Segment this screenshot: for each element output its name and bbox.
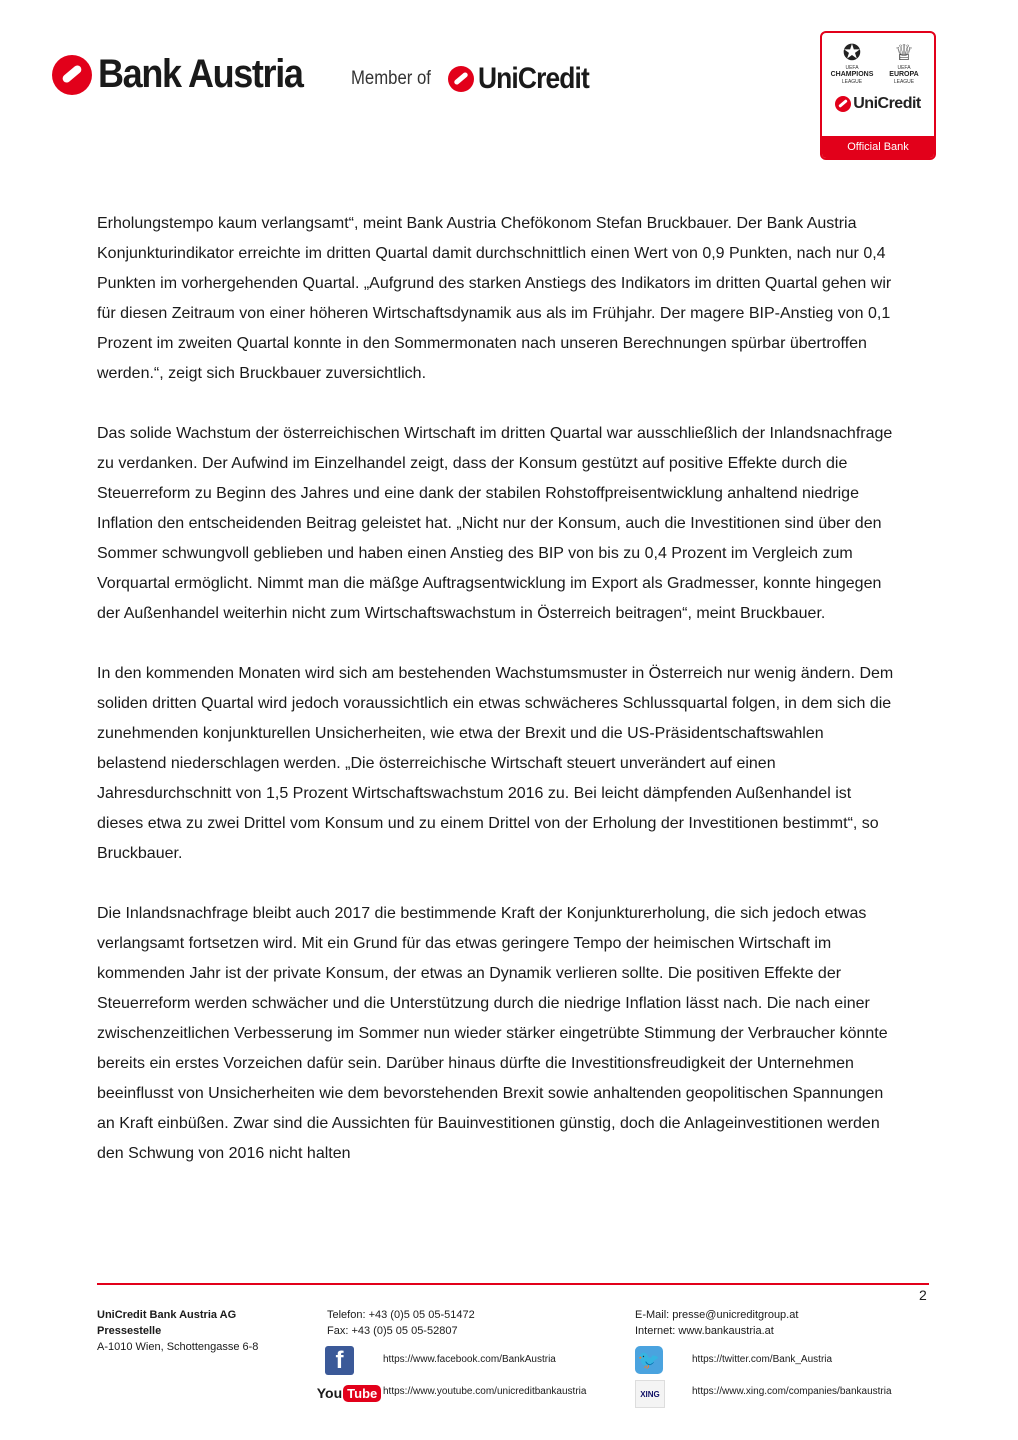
group-name: UniCredit bbox=[477, 62, 589, 95]
starball-icon: ✪ bbox=[842, 40, 862, 65]
youtube-link[interactable]: https://www.youtube.com/unicreditbankaustria bbox=[383, 1386, 587, 1397]
facebook-icon[interactable]: f bbox=[325, 1346, 354, 1375]
paragraph: In den kommenden Monaten wird sich am bestehenden Wachstumsmuster in Österreich nur wenig ändern. Dem soliden dritten Quartal wird jedoch voraussichtlich ein etwas schwächeres Schlussquartal folgen, in dem sich die zunehmenden konjunkturellen Unsicherheiten, wie etwa der Brexit und die US-Präsidentschaftswahlen belastend niederschlagen werden. „Die österreichische Wirtschaft steuert unverändert auf einen Jahresdurchschnitt von 1,5 Prozent Wirtschaftswachstum 2016 zu. Bei leicht dämpfenden Außenhandel ist dieses etwa zu zwei Drittel vom Konsum und zu einem Drittel von der Erholung der Investitionen bestimmt“, so Bruckbauer. bbox=[97, 665, 894, 862]
paragraph: Das solide Wachstum der österreichischen Wirtschaft im dritten Quartal war ausschließlich der Inlandsnachfrage zu verdanken. Der Aufwind im Einzelhandel zeigt, dass der Konsum gestützt auf positive Effekte durch die Steuerreform zu Beginn des Jahres und eine dank der stabilen Rohstoffpreisentwicklung anhaltend niedrige Inflation den entscheidenden Beitrag geleistet hat. „Nicht nur der Konsum, auch die Investitionen sind über den Sommer schwungvoll geblieben und haben einen Anstieg des BIP von bis zu 0,4 Prozent im Vergleich zum Vorquartal ermöglicht. Nimmt man die mäßge Auftragsentwicklung im Export als Gradmesser, konnte hingegen der Außenhandel weiterhin nicht zum Wirtschaftswachstum in Österreich beitragen“, meint Bruckbauer. bbox=[97, 425, 893, 622]
europa-league-logo bbox=[878, 41, 930, 85]
xing-link[interactable]: https://www.xing.com/companies/bankaustria bbox=[692, 1386, 892, 1397]
league-logos bbox=[822, 33, 934, 85]
champions-line2: LEAGUE bbox=[841, 79, 863, 85]
member-of-unicredit bbox=[351, 62, 604, 96]
email[interactable]: E-Mail: presse@unicreditgroup.at bbox=[635, 1309, 799, 1321]
facebook-link[interactable]: https://www.facebook.com/BankAustria bbox=[383, 1354, 556, 1365]
paragraph: Die Inlandsnachfrage bleibt auch 2017 die bestimmende Kraft der Konjunkturerholung, die sich jedoch etwas verlangsamt fortsetzen wird. Mit ein Grund für das etwas geringere Tempo der heimischen Wirtschaft im kommenden Jahr ist der private Konsum, der etwas an Dynamik verlieren sollte. Die positiven Effekte der Steuerreform werden schwächer und die Unterstützung durch die niedrige Inflation lässt nach. Die nach einer zwischenzeitlichen Verbesserung im Sommer nun wieder stärker eingetrübte Stimmung der Verbraucher könnte bereits ein erstes Vorzeichen dafür sein. Darüber hinaus dürfte die Investitionsfreudigkeit der Unternehmen beeinflusst von Unsicherheiten wie dem bevorstehenden Brexit sowie anhaltenden geopolitischen Spannungen an Kraft einbüßen. Zwar sind die Aussichten für Bauinvestitionen günstig, doch die Anlageinvestitionen werden den Schwung von 2016 nicht halten bbox=[97, 905, 888, 1162]
footer-contact-block bbox=[327, 1307, 475, 1339]
address: A-1010 Wien, Schottengasse 6-8 bbox=[97, 1341, 259, 1353]
unicredit-swoosh-icon bbox=[448, 66, 474, 92]
xing-icon[interactable] bbox=[635, 1380, 665, 1408]
member-of-text: Member of bbox=[351, 68, 431, 89]
europa-line2: LEAGUE bbox=[893, 79, 915, 85]
internet[interactable]: Internet: www.bankaustria.at bbox=[635, 1325, 774, 1337]
uefa-label: UEFA bbox=[897, 65, 911, 71]
unicredit-swoosh-icon bbox=[52, 55, 92, 95]
youtube-tube: Tube bbox=[343, 1385, 381, 1402]
champions-league-logo bbox=[826, 41, 878, 85]
twitter-link[interactable]: https://twitter.com/Bank_Austria bbox=[692, 1354, 833, 1365]
champions-line1: CHAMPIONS bbox=[830, 71, 874, 78]
footer-divider bbox=[97, 1283, 929, 1285]
uefa-label: UEFA bbox=[845, 65, 859, 71]
page-number: 2 bbox=[919, 1287, 927, 1303]
europa-line1: EUROPA bbox=[889, 71, 919, 78]
youtube-you: You bbox=[316, 1385, 343, 1401]
footer-company-block bbox=[97, 1307, 258, 1355]
official-bank-badge bbox=[820, 31, 936, 160]
paragraph: Erholungstempo kaum verlangsamt“, meint Bank Austria Chefökonom Stefan Bruckbauer. Der Bank Austria Konjunkturindikator erreichte im dritten Quartal damit durchschnittlich einen Wert von 0,9 Punkten, nach nur 0,4 Punkten im vorhergehenden Quartal. „Aufgrund des starken Anstiegs des Indikators im dritten Quartal gehen wir für diesen Zeitraum von einer höheren Wirtschaftsdynamik aus als im Frühjahr. Der magere BIP-Anstieg von 0,1 Prozent im zweiten Quartal konnte in den Sommermonaten nach unseren Berechnungen spürbar übertroffen werden.“, zeigt sich Bruckbauer zuversichtlich. bbox=[97, 215, 892, 382]
bank-name: Bank Austria bbox=[98, 52, 303, 96]
company-name: UniCredit Bank Austria AG bbox=[97, 1309, 237, 1321]
article-body bbox=[97, 209, 897, 1199]
badge-unicredit-logo bbox=[822, 95, 934, 113]
phone: Telefon: +43 (0)5 05 05-51472 bbox=[327, 1309, 475, 1321]
badge-brand: UniCredit bbox=[853, 95, 921, 112]
xing-label: XING bbox=[640, 1389, 660, 1399]
twitter-icon[interactable]: 🐦 bbox=[635, 1346, 663, 1374]
badge-official-bank: Official Bank bbox=[822, 136, 934, 158]
footer-online-block bbox=[635, 1307, 798, 1339]
fax: Fax: +43 (0)5 05 05-52807 bbox=[327, 1325, 458, 1337]
department: Pressestelle bbox=[97, 1325, 162, 1337]
trophy-icon: ♕ bbox=[894, 40, 914, 65]
youtube-icon[interactable] bbox=[316, 1382, 378, 1404]
bank-austria-logo bbox=[52, 52, 325, 97]
unicredit-swoosh-icon bbox=[835, 96, 851, 112]
